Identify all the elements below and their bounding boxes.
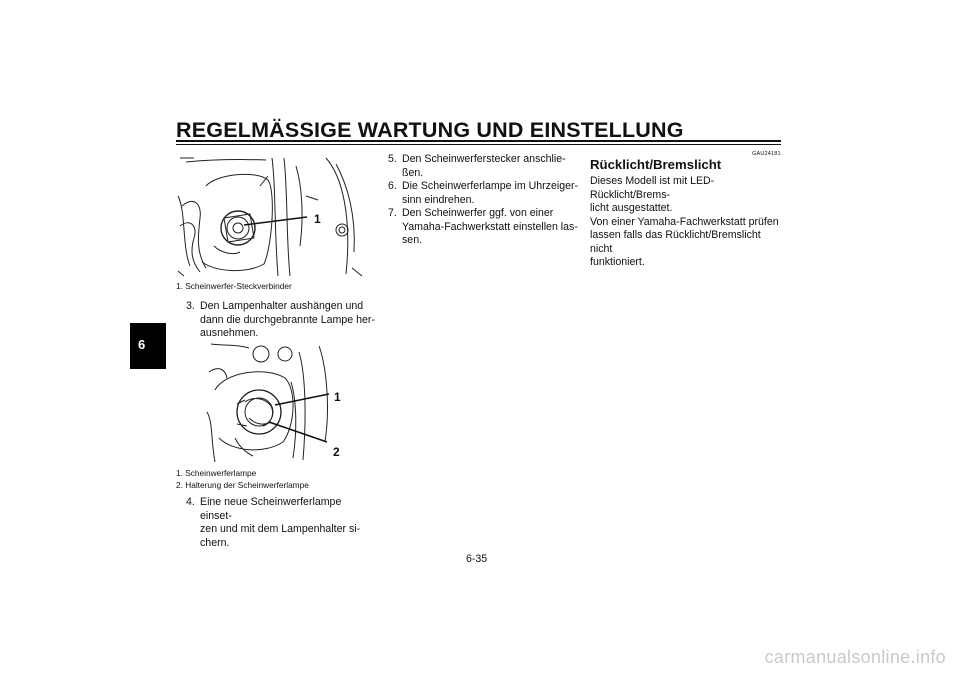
- caption-item: 2. Halterung der Scheinwerferlampe: [176, 479, 309, 490]
- callout-line-2: [269, 422, 327, 442]
- step-number: 5.: [388, 153, 397, 165]
- step-6: [388, 180, 580, 207]
- step-line: Yamaha-Fachwerkstatt einstellen las-: [402, 220, 578, 233]
- body-line: Dieses Modell ist mit LED-Rücklicht/Brems-: [590, 175, 715, 201]
- step-line: Den Lampenhalter aushängen und: [200, 300, 364, 312]
- step-number: 7.: [388, 207, 397, 219]
- callout-label-2: 2: [333, 445, 340, 459]
- body-line: Von einer Yamaha-Fachwerkstatt prüfen: [590, 215, 779, 228]
- step-line: Den Scheinwerferstecker anschlie-: [402, 153, 566, 165]
- headlight-connector-illustration: [176, 156, 366, 278]
- step-line: chern.: [200, 536, 230, 549]
- body-line: funktioniert.: [590, 256, 645, 268]
- step-4: [186, 496, 376, 550]
- title-rule: [176, 140, 781, 142]
- watermark: carmanualsonline.info: [764, 647, 946, 667]
- step-line: Den Scheinwerfer ggf. von einer: [402, 207, 554, 219]
- section-code: GAU24181: [752, 151, 781, 157]
- step-line: ßen.: [402, 166, 424, 179]
- callout-line-1: [275, 394, 329, 405]
- figure1-caption: [176, 281, 292, 293]
- figure-headlight-connector: [176, 156, 366, 278]
- step-line: ausnehmen.: [200, 327, 259, 339]
- body-line: lassen falls das Rücklicht/Bremslicht nicht: [590, 229, 761, 255]
- section-heading: Rücklicht/Bremslicht: [590, 157, 722, 172]
- section-body: [590, 175, 785, 270]
- headlight-bulb-illustration: [205, 342, 355, 464]
- page-title: REGELMÄSSIGE WARTUNG UND EINSTELLUNG: [176, 118, 684, 142]
- step-7: [388, 207, 580, 248]
- callout-label: 1: [314, 212, 321, 226]
- figure-headlight-bulb: [205, 342, 355, 464]
- caption-item: 1. Scheinwerfer-Steckverbinder: [176, 281, 292, 291]
- section-tab: [130, 323, 166, 369]
- step-list-3: [186, 300, 376, 341]
- step-number: 4.: [186, 496, 195, 508]
- step-line: sen.: [402, 234, 423, 246]
- page-number: 6-35: [466, 553, 488, 565]
- callout-label-1: 1: [334, 390, 341, 404]
- body-line: licht ausgestattet.: [590, 202, 673, 214]
- step-5: [388, 153, 580, 180]
- step-number: 3.: [186, 300, 195, 312]
- caption-item: 1. Scheinwerferlampe: [176, 468, 257, 478]
- step-line: Eine neue Scheinwerferlampe einset-: [200, 496, 342, 522]
- step-line: zen und mit dem Lampenhalter si-: [200, 523, 361, 535]
- step-line: Die Scheinwerferlampe im Uhrzeiger-: [402, 180, 579, 192]
- step-number: 6.: [388, 180, 397, 192]
- figure2-caption: [176, 468, 309, 491]
- step-line: sinn eindrehen.: [402, 193, 475, 206]
- step-3: [186, 300, 376, 341]
- step-line: dann die durchgebrannte Lampe her-: [200, 313, 375, 326]
- title-rule-thin: [176, 144, 781, 145]
- step-list-5-7: [388, 153, 580, 248]
- section-tab-number: 6: [138, 337, 146, 352]
- step-list-4: [186, 496, 376, 550]
